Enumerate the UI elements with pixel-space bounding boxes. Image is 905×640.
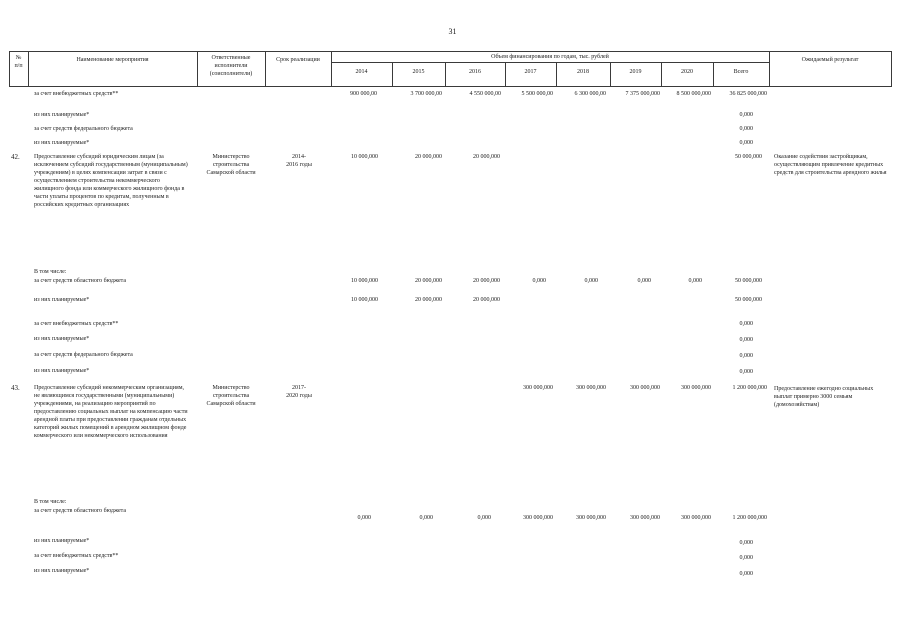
- value-2018: 300 000,000: [576, 515, 606, 521]
- header-col-line: [891, 51, 892, 87]
- value-total: 0,000: [739, 369, 753, 375]
- value-2014: 10 000,000: [351, 154, 378, 160]
- value-2017: 5 500 000,00: [521, 91, 553, 97]
- header-year: 2014: [355, 69, 368, 75]
- item-name: Предоставление субсидий юридическим лицам (за исключением субсидий государственным (муниципальным) учреждениям) в целях компенсации затрат в связи с осуществлением строительства некоммерческого жилищного фонда или коммерческого жилищного фонда в части уплаты процентов по кредитам, полученным в российских кредитных организациях: [34, 154, 188, 208]
- row-label: из них планируемые*: [34, 568, 90, 574]
- value-total: 50 000,000: [735, 154, 762, 160]
- header-col-line: [197, 51, 198, 87]
- value-2016: 0,000: [477, 515, 491, 521]
- row-label: за счет средств областного бюджета: [34, 278, 127, 284]
- item-period: 2014- 2016 годы: [286, 154, 312, 168]
- header-year: 2019: [629, 69, 642, 75]
- subtotal-caption: В том числе:: [34, 499, 67, 505]
- header-name: Наименование мероприятия: [76, 57, 149, 63]
- row-label: за счет внебюджетных средств**: [34, 553, 119, 559]
- value-2020: 300 000,000: [681, 515, 711, 521]
- row-label: из них планируемые*: [34, 112, 90, 118]
- value-2015: 20 000,000: [415, 154, 442, 160]
- value-total: 0,000: [739, 112, 753, 118]
- value-2020: 8 500 000,000: [676, 91, 711, 97]
- value-2018: 300 000,000: [576, 385, 606, 391]
- header-financing: Объем финансирования по годам, тыс. рублей: [491, 54, 609, 60]
- row-label: из них планируемые*: [34, 297, 90, 303]
- row-label: за счет средств областного бюджета: [34, 508, 127, 514]
- header-num: № п/п: [14, 55, 23, 69]
- header-year: 2018: [577, 69, 589, 75]
- value-2014: 0,000: [357, 515, 371, 521]
- value-2014: 10 000,000: [351, 278, 378, 284]
- row-label: за счет внебюджетных средств**: [34, 321, 119, 327]
- value-total: 0,000: [739, 555, 753, 561]
- value-2016: 20 000,000: [473, 278, 500, 284]
- value-total: 0,000: [739, 337, 753, 343]
- value-total: 1 200 000,000: [732, 515, 767, 521]
- value-2014: 10 000,000: [351, 297, 378, 303]
- subtotal-caption: В том числе:: [34, 269, 67, 275]
- value-2020: 300 000,000: [681, 385, 711, 391]
- item-result: Оказание содействия застройщикам, осуществляющим привлечение кредитных средств для строительства арендного жилья: [774, 154, 887, 176]
- value-total: 1 200 000,000: [732, 385, 767, 391]
- value-2019: 300 000,000: [630, 515, 660, 521]
- value-2018: 6 300 000,00: [574, 91, 606, 97]
- row-label: из них планируемые*: [34, 538, 90, 544]
- header-total: Всего: [733, 69, 749, 75]
- value-2015: 20 000,000: [415, 278, 442, 284]
- header-year: 2017: [524, 69, 537, 75]
- row-label: из них планируемые*: [34, 140, 90, 146]
- value-2017: 300 000,000: [523, 385, 553, 391]
- value-total: 50 000,000: [735, 297, 762, 303]
- header-result: Ожидаемый результат: [801, 57, 859, 63]
- value-2016: 20 000,000: [473, 154, 500, 160]
- item-result: Предоставление ежегодно социальных выплат примерно 3000 семьям (домохозяйствам): [774, 386, 874, 408]
- page-number: 31: [448, 27, 457, 36]
- value-total: 50 000,000: [735, 278, 762, 284]
- item-name: Предоставление субсидий некоммерческим организациям, не являющимся государственными (муниципальными) учреждениями, на реализацию мероприятий по предоставлению социальных выплат на компенсацию части арендной платы при предоставлении гражданам отдельных категорий жилых помещений в арендном жилищном фонде коммерческого или некоммерческого использования: [34, 385, 188, 439]
- value-total: 0,000: [739, 353, 753, 359]
- header-period: Срок реализации: [276, 57, 320, 63]
- value-2017: 300 000,000: [523, 515, 553, 521]
- value-2016: 20 000,000: [473, 297, 500, 303]
- value-2015: 20 000,000: [415, 297, 442, 303]
- value-2019: 0,000: [637, 278, 651, 284]
- value-2016: 4 550 000,00: [469, 91, 501, 97]
- item-number: 42.: [11, 153, 20, 161]
- value-2018: 0,000: [584, 278, 598, 284]
- value-total: 0,000: [739, 126, 753, 132]
- row-label: за счет средств федерального бюджета: [34, 352, 133, 358]
- value-total: 0,000: [739, 571, 753, 577]
- item-number: 43.: [11, 384, 20, 392]
- header-bottom-border: [9, 86, 892, 87]
- row-label: за счет внебюджетных средств**: [34, 91, 119, 97]
- item-responsible: Министерство строительства Самарской области: [206, 385, 256, 407]
- value-2019: 7 375 000,000: [625, 91, 660, 97]
- value-2015: 0,000: [419, 515, 433, 521]
- value-2019: 300 000,000: [630, 385, 660, 391]
- header-years-divider: [331, 62, 769, 63]
- header-responsible: Ответственные исполнители (соисполнители): [209, 55, 253, 77]
- header-year: 2016: [469, 69, 481, 75]
- row-label: из них планируемые*: [34, 368, 90, 374]
- header-top-border: [9, 51, 892, 52]
- value-2015: 3 700 000,00: [410, 91, 442, 97]
- item-responsible: Министерство строительства Самарской области: [206, 154, 256, 176]
- value-total: 0,000: [739, 140, 753, 146]
- value-2014: 900 000,00: [350, 91, 377, 97]
- value-2017: 0,000: [532, 278, 546, 284]
- value-2020: 0,000: [688, 278, 702, 284]
- value-total: 0,000: [739, 540, 753, 546]
- row-label: из них планируемые*: [34, 336, 90, 342]
- value-total: 0,000: [739, 321, 753, 327]
- value-total: 36 825 000,000: [729, 91, 767, 97]
- header-year: 2020: [681, 69, 693, 75]
- header-year: 2015: [412, 69, 425, 75]
- row-label: за счет средств федерального бюджета: [34, 126, 133, 132]
- item-period: 2017- 2020 годы: [286, 385, 312, 399]
